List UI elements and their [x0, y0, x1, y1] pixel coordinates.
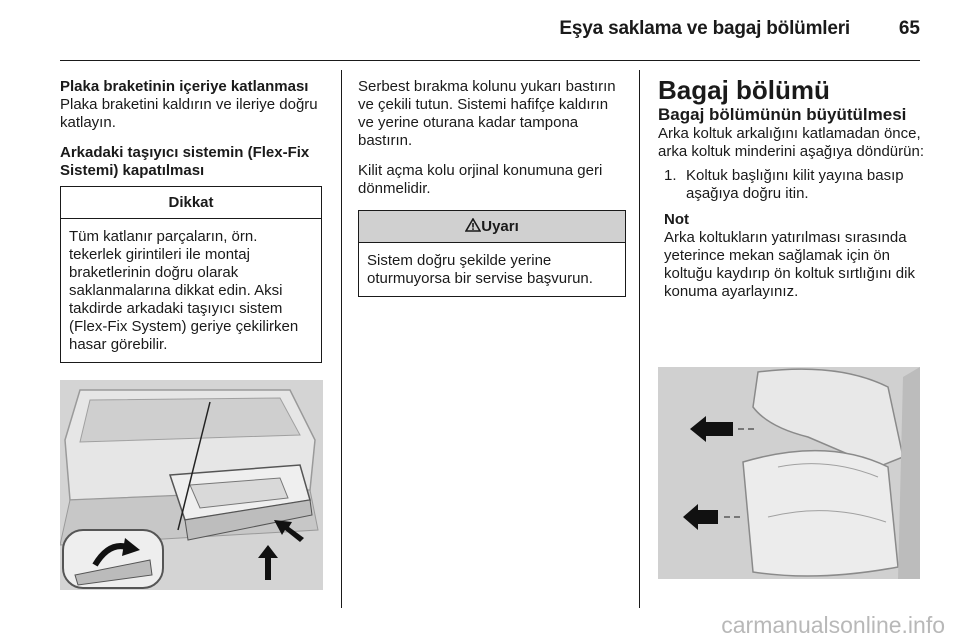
caution-text: Tüm katlanır parçaların, örn. tekerlek girintileri ile montaj braketlerinin doğru olarak saklanmalarına dikkat edin. Aksi takdirde arkadaki taşıyıcı sistem (Flex-Fix System) geriye çekilirken hasar görebilir. [69, 228, 299, 353]
warning-triangle-icon [465, 218, 481, 232]
page-number: 65 [898, 18, 920, 39]
list-text: Koltuk başlığını kilit yayına basıp aşağıya doğru itin. [686, 167, 904, 202]
middle-column [358, 78, 626, 297]
warning-header [359, 211, 625, 243]
warning-title: Uyarı [481, 218, 519, 235]
warning-box [358, 210, 626, 297]
caution-box [60, 186, 322, 363]
figure-rear-seat [658, 367, 920, 579]
para-plate-bracket: Plaka braketini kaldırın ve ileriye doğru katlayın. [60, 96, 318, 131]
caution-title: Dikkat [61, 187, 321, 219]
subsection-title: Bagaj bölümünün büyütülmesi [658, 105, 907, 124]
intro-text: Arka koltuk arkalığını katlamadan önce, arka koltuk minderini aşağıya döndürün: [658, 125, 924, 160]
page-header-title: Eşya saklama ve bagaj bölümleri [559, 18, 850, 39]
note [658, 211, 930, 301]
section-title: Bagaj bölümü [658, 75, 830, 105]
list-number: 1. [664, 167, 677, 184]
column-divider-right [639, 70, 640, 608]
heading-flex-fix-close: Arkadaki taşıyıcı sistemin (Flex-Fix Sistemi) kapatılması [60, 144, 310, 179]
figure-flex-fix-carrier [60, 380, 323, 590]
right-column [658, 75, 930, 301]
list-item [658, 167, 930, 203]
left-column [60, 78, 322, 363]
para-lever-return: Kilit açma kolu orjinal konumuna geri dönmelidir. [358, 162, 603, 197]
heading-plate-bracket: Plaka braketinin içeriye katlanması [60, 78, 309, 95]
note-text: Arka koltukların yatırılması sırasında yeterince mekan sağlamak için ön koltuğu kaydırıp ön koltuk sırtlığını dik konuma ayarlayınız. [664, 229, 915, 300]
para-release-lever: Serbest bırakma kolunu yukarı bastırın ve çekili tutun. Sistemi hafifçe kaldırın ve yerine oturana kadar tampona bastırın. [358, 78, 616, 149]
note-label: Not [664, 211, 689, 228]
watermark: carmanualsonline.info [721, 612, 945, 638]
flex-fix-illustration [60, 380, 323, 590]
warning-text: Sistem doğru şekilde yerine oturmuyorsa bir servise başvurun. [367, 252, 593, 287]
header-rule [60, 60, 920, 61]
column-divider-left [341, 70, 342, 608]
rear-seat-illustration [658, 367, 920, 579]
